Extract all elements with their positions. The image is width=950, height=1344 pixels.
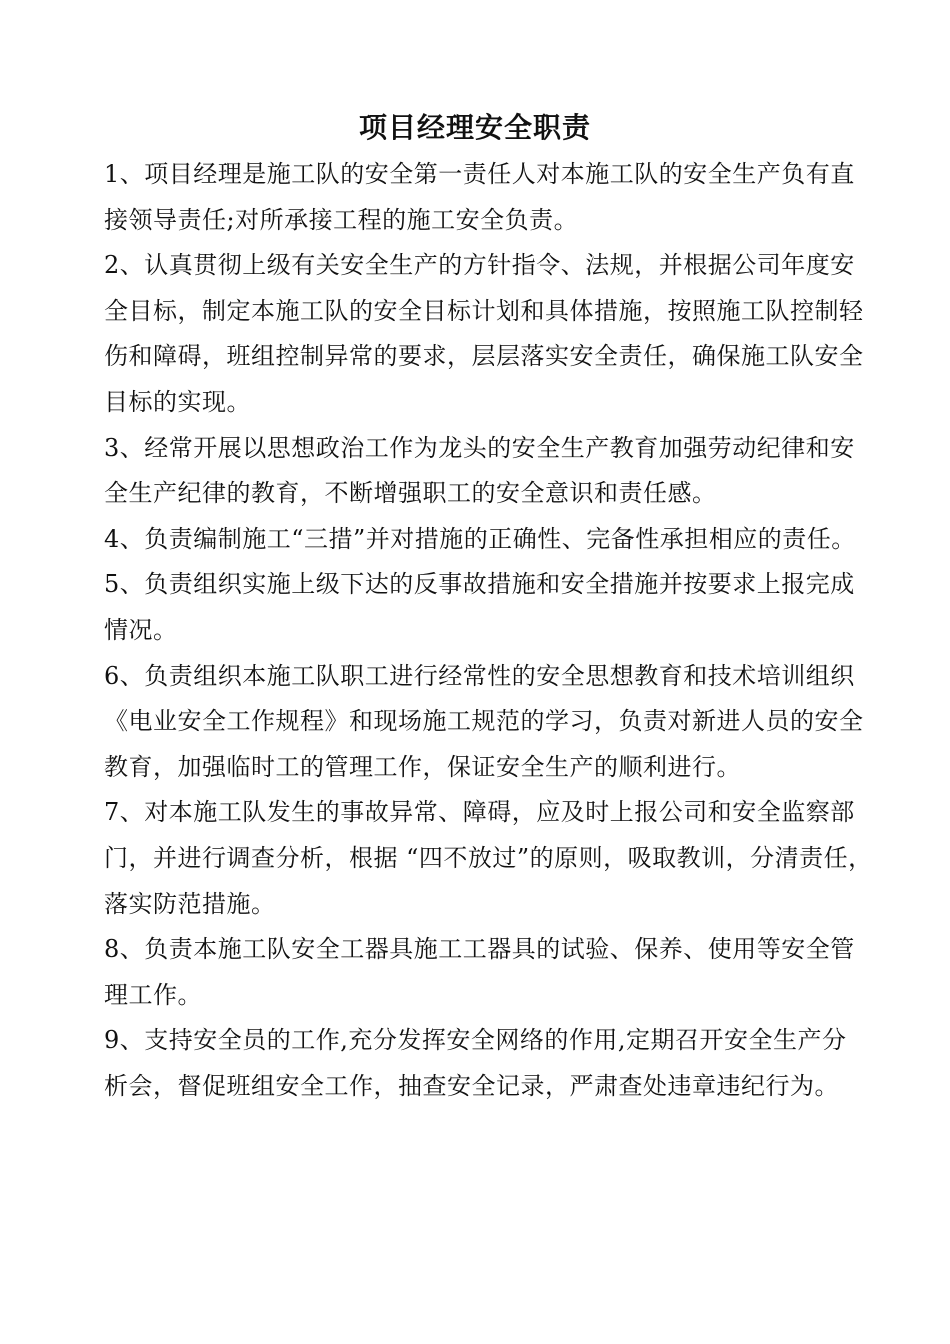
item-2-line-2: 全目标，制定本施工队的安全目标计划和具体措施，按照施工队控制轻 <box>104 296 864 325</box>
responsibility-item-9 <box>104 1022 904 1113</box>
responsibility-item-5 <box>104 566 904 657</box>
item-8-line-1: 8、负责本施工队安全工器具施工工器具的试验、保养、使用等安全管 <box>104 935 855 964</box>
item-7-line-1: 7、对本施工队发生的事故异常、障碍，应及时上报公司和安全监察部 <box>104 798 855 827</box>
item-9-line-1: 9、支持安全员的工作,充分发挥安全网络的作用,定期召开安全生产分 <box>104 1026 847 1055</box>
responsibility-item-3 <box>104 430 904 521</box>
responsibility-item-7 <box>104 794 904 931</box>
item-5-line-2: 情况。 <box>104 615 178 644</box>
responsibility-item-1 <box>104 156 904 247</box>
item-2-line-1: 2、认真贯彻上级有关安全生产的方针指令、法规，并根据公司年度安 <box>104 251 855 280</box>
item-5-line-1: 5、负责组织实施上级下达的反事故措施和安全措施并按要求上报完成 <box>104 570 855 599</box>
document-body <box>104 156 904 1113</box>
item-4-line-1: 4、负责编制施工“三措”并对措施的正确性、完备性承担相应的责任。 <box>104 524 856 553</box>
responsibility-item-8 <box>104 931 904 1022</box>
item-3-line-2: 全生产纪律的教育，不断增强职工的安全意识和责任感。 <box>104 479 717 508</box>
item-6-line-3: 教育，加强临时工的管理工作，保证安全生产的顺利进行。 <box>104 752 741 781</box>
responsibility-item-6 <box>104 658 904 795</box>
item-2-line-4: 目标的实现。 <box>104 387 251 416</box>
document-title: 项目经理安全职责 <box>358 111 591 144</box>
responsibility-item-4 <box>104 521 904 567</box>
item-8-line-2: 理工作。 <box>104 980 202 1009</box>
item-9-line-2: 析会，督促班组安全工作，抽查安全记录，严肃查处违章违纪行为。 <box>104 1071 839 1100</box>
item-2-line-3: 伤和障碍，班组控制异常的要求，层层落实安全责任，确保施工队安全 <box>104 342 864 371</box>
item-6-line-1: 6、负责组织本施工队职工进行经常性的安全思想教育和技术培训组织 <box>104 661 855 690</box>
item-3-line-1: 3、经常开展以思想政治工作为龙头的安全生产教育加强劳动纪律和安 <box>104 433 855 462</box>
item-6-line-2: 《电业安全工作规程》和现场施工规范的学习，负责对新进人员的安全 <box>104 707 864 736</box>
item-1-line-1: 1、项目经理是施工队的安全第一责任人对本施工队的安全生产负有直 <box>104 160 855 188</box>
responsibility-item-2 <box>104 247 904 429</box>
item-7-line-3: 落实防范措施。 <box>104 889 276 918</box>
item-1-line-2: 接领导责任;对所承接工程的施工安全负责。 <box>104 205 579 234</box>
item-7-line-2: 门，并进行调查分析，根据 “四不放过”的原则，吸取教训，分清责任， <box>104 843 873 872</box>
